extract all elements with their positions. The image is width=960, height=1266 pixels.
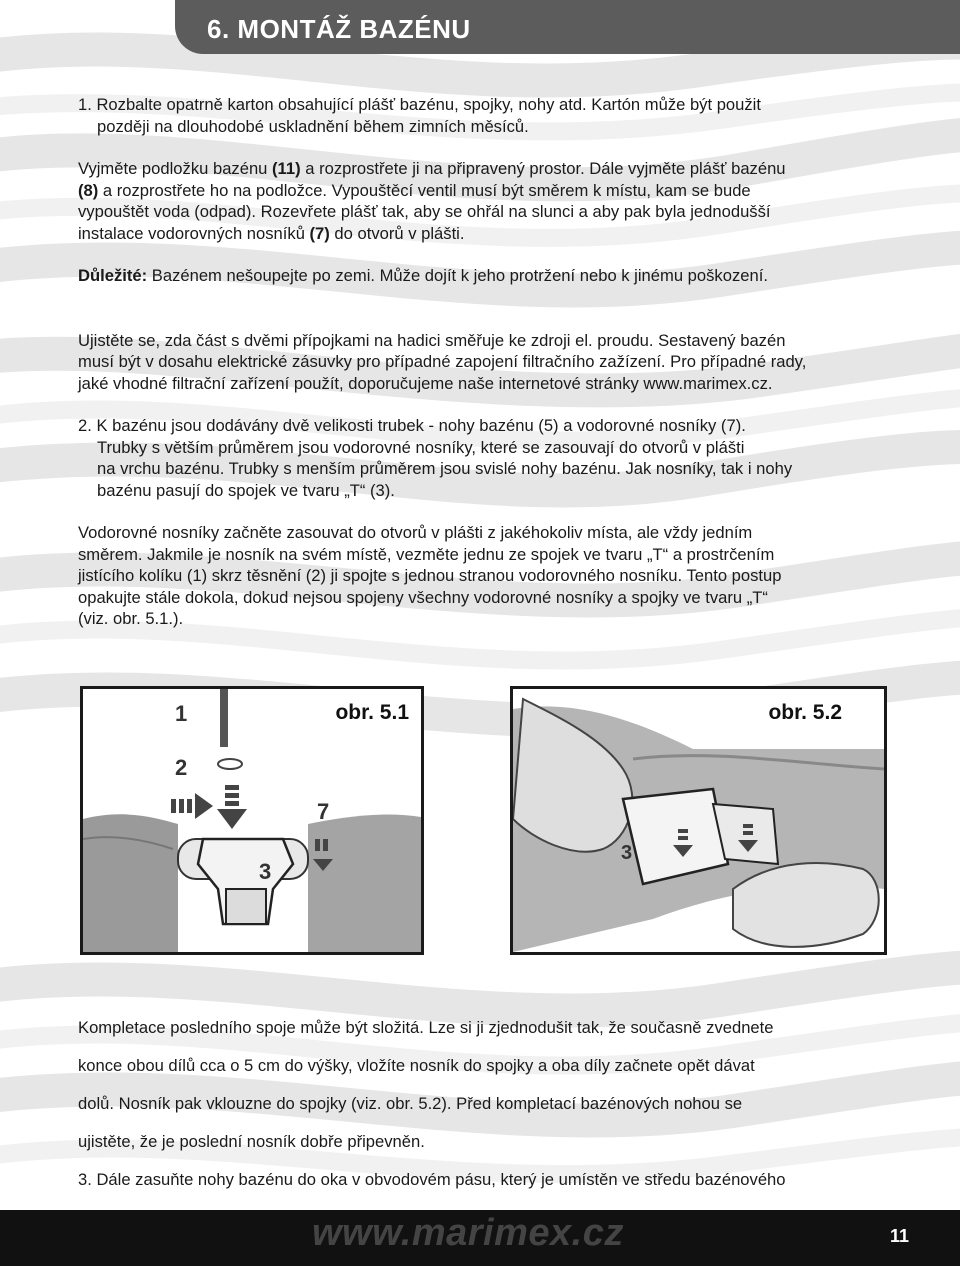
figure-5-1 (80, 686, 424, 955)
important-label: Důležité: (78, 266, 148, 285)
step-2-line-2: Trubky s větším průměrem jsou vodorovné nosníky, které se zasouvají do otvorů v plášti (97, 437, 745, 457)
footer-website: www.marimex.cz (312, 1212, 624, 1254)
callout-7: 7 (317, 799, 330, 824)
callout-3: 3 (259, 859, 272, 884)
t-connector-illustration (83, 689, 421, 952)
step-1-line-1: 1. Rozbalte opatrně karton obsahující plášť bazénu, spojky, nohy atd. Kartón může být použit (78, 95, 761, 114)
step-2-line-4: bazénu pasují do spojek ve tvaru „T“ (3). (97, 480, 395, 500)
figure-5-2 (510, 686, 887, 955)
step-1-line-2: později na dlouhodobé uskladnění během zimních měsíců. (97, 116, 529, 136)
step-2-line-1: 2. K bazénu jsou dodávány dvě velikosti trubek - nohy bazénu (5) a vodorovné nosníky (7). (78, 416, 746, 435)
paragraph-electric-line-1: Ujistěte se, zda část s dvěmi přípojkami na hadici směřuje ke zdroji el. proudu. Sestavený bazén (78, 330, 786, 350)
hands-assembly-illustration (513, 689, 884, 952)
paragraph-beams-line-4: opakujte stále dokola, dokud nejsou spojeny všechny vodorovné nosníky a spojky ve tvaru „T“ (78, 587, 768, 607)
paragraph-last-joint-line-2: konce obou dílů cca o 5 cm do výšky, vložíte nosník do spojky a oba díly začnete opět dávat (78, 1055, 755, 1075)
paragraph-beams-line-5: (viz. obr. 5.1.). (78, 609, 184, 628)
important-note: Důležité: Bazénem nešoupejte po zemi. Může dojít k jeho protržení nebo k jinému poškození. (78, 266, 768, 285)
paragraph-beams-line-2: směrem. Jakmile je nosník na svém místě, vezměte jednu ze spojek ve tvaru „T“ a prostrčením (78, 544, 775, 564)
paragraph-last-joint-line-3: dolů. Nosník pak vklouzne do spojky (viz. obr. 5.2). Před kompletací bazénových nohou se (78, 1093, 743, 1113)
page-number: 11 (890, 1226, 910, 1246)
paragraph-electric-line-3: jaké vhodné filtrační zařízení použít, doporučujeme naše internetové stránky www.marimex.cz. (78, 373, 773, 393)
paragraph-beams-line-3: jistícího kolíku (1) skrz těsnění (2) ji spojte s jednou stranou vodorovného nosníku. Tento postup (78, 566, 782, 585)
figure-label: obr. 5.2 (768, 701, 842, 724)
section-title: 6. MONTÁŽ BAZÉNU (207, 14, 471, 44)
paragraph-electric-line-2: musí být v dosahu elektrické zásuvky pro případné zapojení filtračního zažízení. Pro případné rady, (78, 352, 807, 371)
step-2-line-3: na vrchu bazénu. Trubky s menším průměrem jsou svislé nohy bazénu. Jak nosníky, tak i nohy (97, 459, 793, 478)
instructions-text (78, 94, 878, 630)
paragraph-underlay: Vyjměte podložku bazénu (11) a rozprostřete ji na připravený prostor. Dále vyjměte plášť bazénu (8) a rozprostřete ho na podložce. Vypouštěcí ventil musí být směrem k místu, kam se bude vypouštět voda (odpad). Rozevřete plášť tak, aby se ohřál na slunci a aby pak byla jednodušší instalace vodorovných nosníků (7) do otvorů v plášti. (78, 159, 786, 243)
step-3-line-1: 3. Dále zasuňte nohy bazénu do oka v obvodovém pásu, který je umístěn ve středu bazénového (78, 1169, 786, 1189)
paragraph-beams-line-1: Vodorovné nosníky začněte zasouvat do otvorů v plášti z jakéhokoliv místa, ale vždy jedním (78, 523, 753, 542)
instructions-text-continued (78, 1000, 878, 1207)
callout-2: 2 (175, 755, 188, 780)
paragraph-last-joint-line-4: ujistěte, že je poslední nosník dobře připevněn. (78, 1131, 425, 1151)
callout-1: 1 (175, 701, 188, 726)
section-header (175, 0, 960, 54)
paragraph-last-joint-line-1: Kompletace posledního spoje může být složitá. Lze si ji zjednodušit tak, že současně zvednete (78, 1017, 774, 1037)
callout-3: 3 (621, 842, 633, 864)
figure-label: obr. 5.1 (335, 701, 409, 724)
